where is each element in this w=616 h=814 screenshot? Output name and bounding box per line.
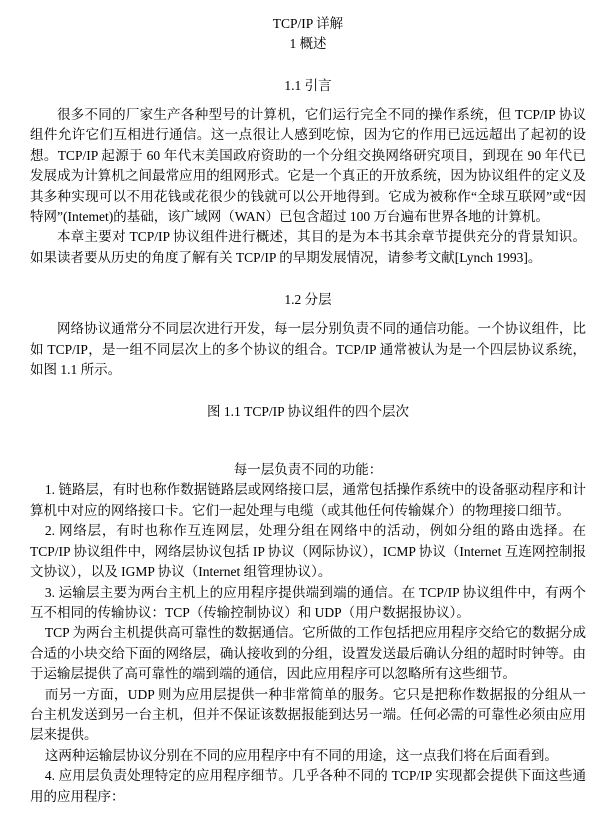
list-item: 1. 链路层，有时也称作数据链路层或网络接口层，通常包括操作系统中的设备驱动程序和计算机中对应的网络接口卡。它们一起处理与电缆（或其他任何传输媒介）的物理接口细节。 [30,482,586,518]
list-item: 3. 运输层主要为两台主机上的应用程序提供端到端的通信。在 TCP/IP 协议组件中，有两个互不相同的传输协议：TCP（传输控制协议）和 UDP（用户数据报协议）。 [30,584,586,620]
paragraph: 很多不同的厂家生产各种型号的计算机，它们运行完全不同的操作系统，但 TCP/IP 协议组件允许它们互相进行通信。这一点很让人感到吃惊，因为它的作用已远远超出了起初的设想。TCP/IP 起源于 60 年代末美国政府资助的一个分组交换网络研究项目，到现在 90 年代已发展成为计算机之间最常应用的组网形式。它是一个真正的开放系统，因为协议组件的定义及其多种实现可以不用花钱或花很少的钱就可以公开地得到。它成为被称作“全球互联网”或“因特网”(Intemet)的基础，该广域网（WAN）已包含超过 100 万台遍布世界各地的计算机。 [30,107,586,225]
spacer [30,54,586,76]
document-title: TCP/IP 详解 [272,16,344,31]
spacer [30,310,586,319]
spacer [30,422,586,444]
chapter-title: 1 概述 [289,36,327,51]
layers-intro-line: 每一层负责不同的功能： [233,462,383,478]
figure-placeholder [30,444,586,460]
paragraph: 而另一方面，UDP 则为应用层提供一种非常简单的服务。它只是把称作数据报的分组从一台主机发送到另一台主机，但并不保证该数据报能到达另一端。任何必需的可靠性必须由应用层来提供。 [30,686,586,743]
paragraph: 这两种运输层协议分别在不同的应用程序中有不同的用途，这一点我们将在后面看到。 [44,747,558,763]
section-heading-1-2: 1.2 分层 [284,292,332,308]
paragraph: 网络协议通常分不同层次进行开发，每一层分别负责不同的通信功能。一个协议组件，比如 TCP/IP，是一组不同层次上的多个协议的组合。TCP/IP 通常被认为是一个四层协议系统，如图 1.1 所示。 [30,321,586,378]
spacer [30,96,586,105]
list-item: 2. 网络层，有时也称作互连网层，处理分组在网络中的活动，例如分组的路由选择。在 TCP/IP 协议组件中，网络层协议包括 IP 协议（网际协议），ICMP 协议（Internet 互连网控制报文协议），以及 IGMP 协议（Internet 组管理协议）。 [30,523,586,580]
paragraph: TCP 为两台主机提供高可靠性的数据通信。它所做的工作包括把应用程序交给它的数据分成合适的小块交给下面的网络层，确认接收到的分组，设置发送最后确认分组的超时时钟等。由于运输层提供了高可靠性的端到端的通信，因此应用程序可以忽略所有这些细节。 [30,625,586,682]
spacer [30,268,586,290]
spacer [30,380,586,402]
paragraph: 本章主要对 TCP/IP 协议组件进行概述，其目的是为本书其余章节提供充分的背景知识。如果读者要从历史的角度了解有关 TCP/IP 的早期发展情况，请参考文献[Lynch 1993]。 [30,229,586,265]
figure-caption: 图 1.1 TCP/IP 协议组件的四个层次 [206,404,409,420]
section-heading-1-1: 1.1 引言 [284,78,332,93]
list-item: 4. 应用层负责处理特定的应用程序细节。几乎各种不同的 TCP/IP 实现都会提供下面这些通用的应用程序： [30,768,586,804]
